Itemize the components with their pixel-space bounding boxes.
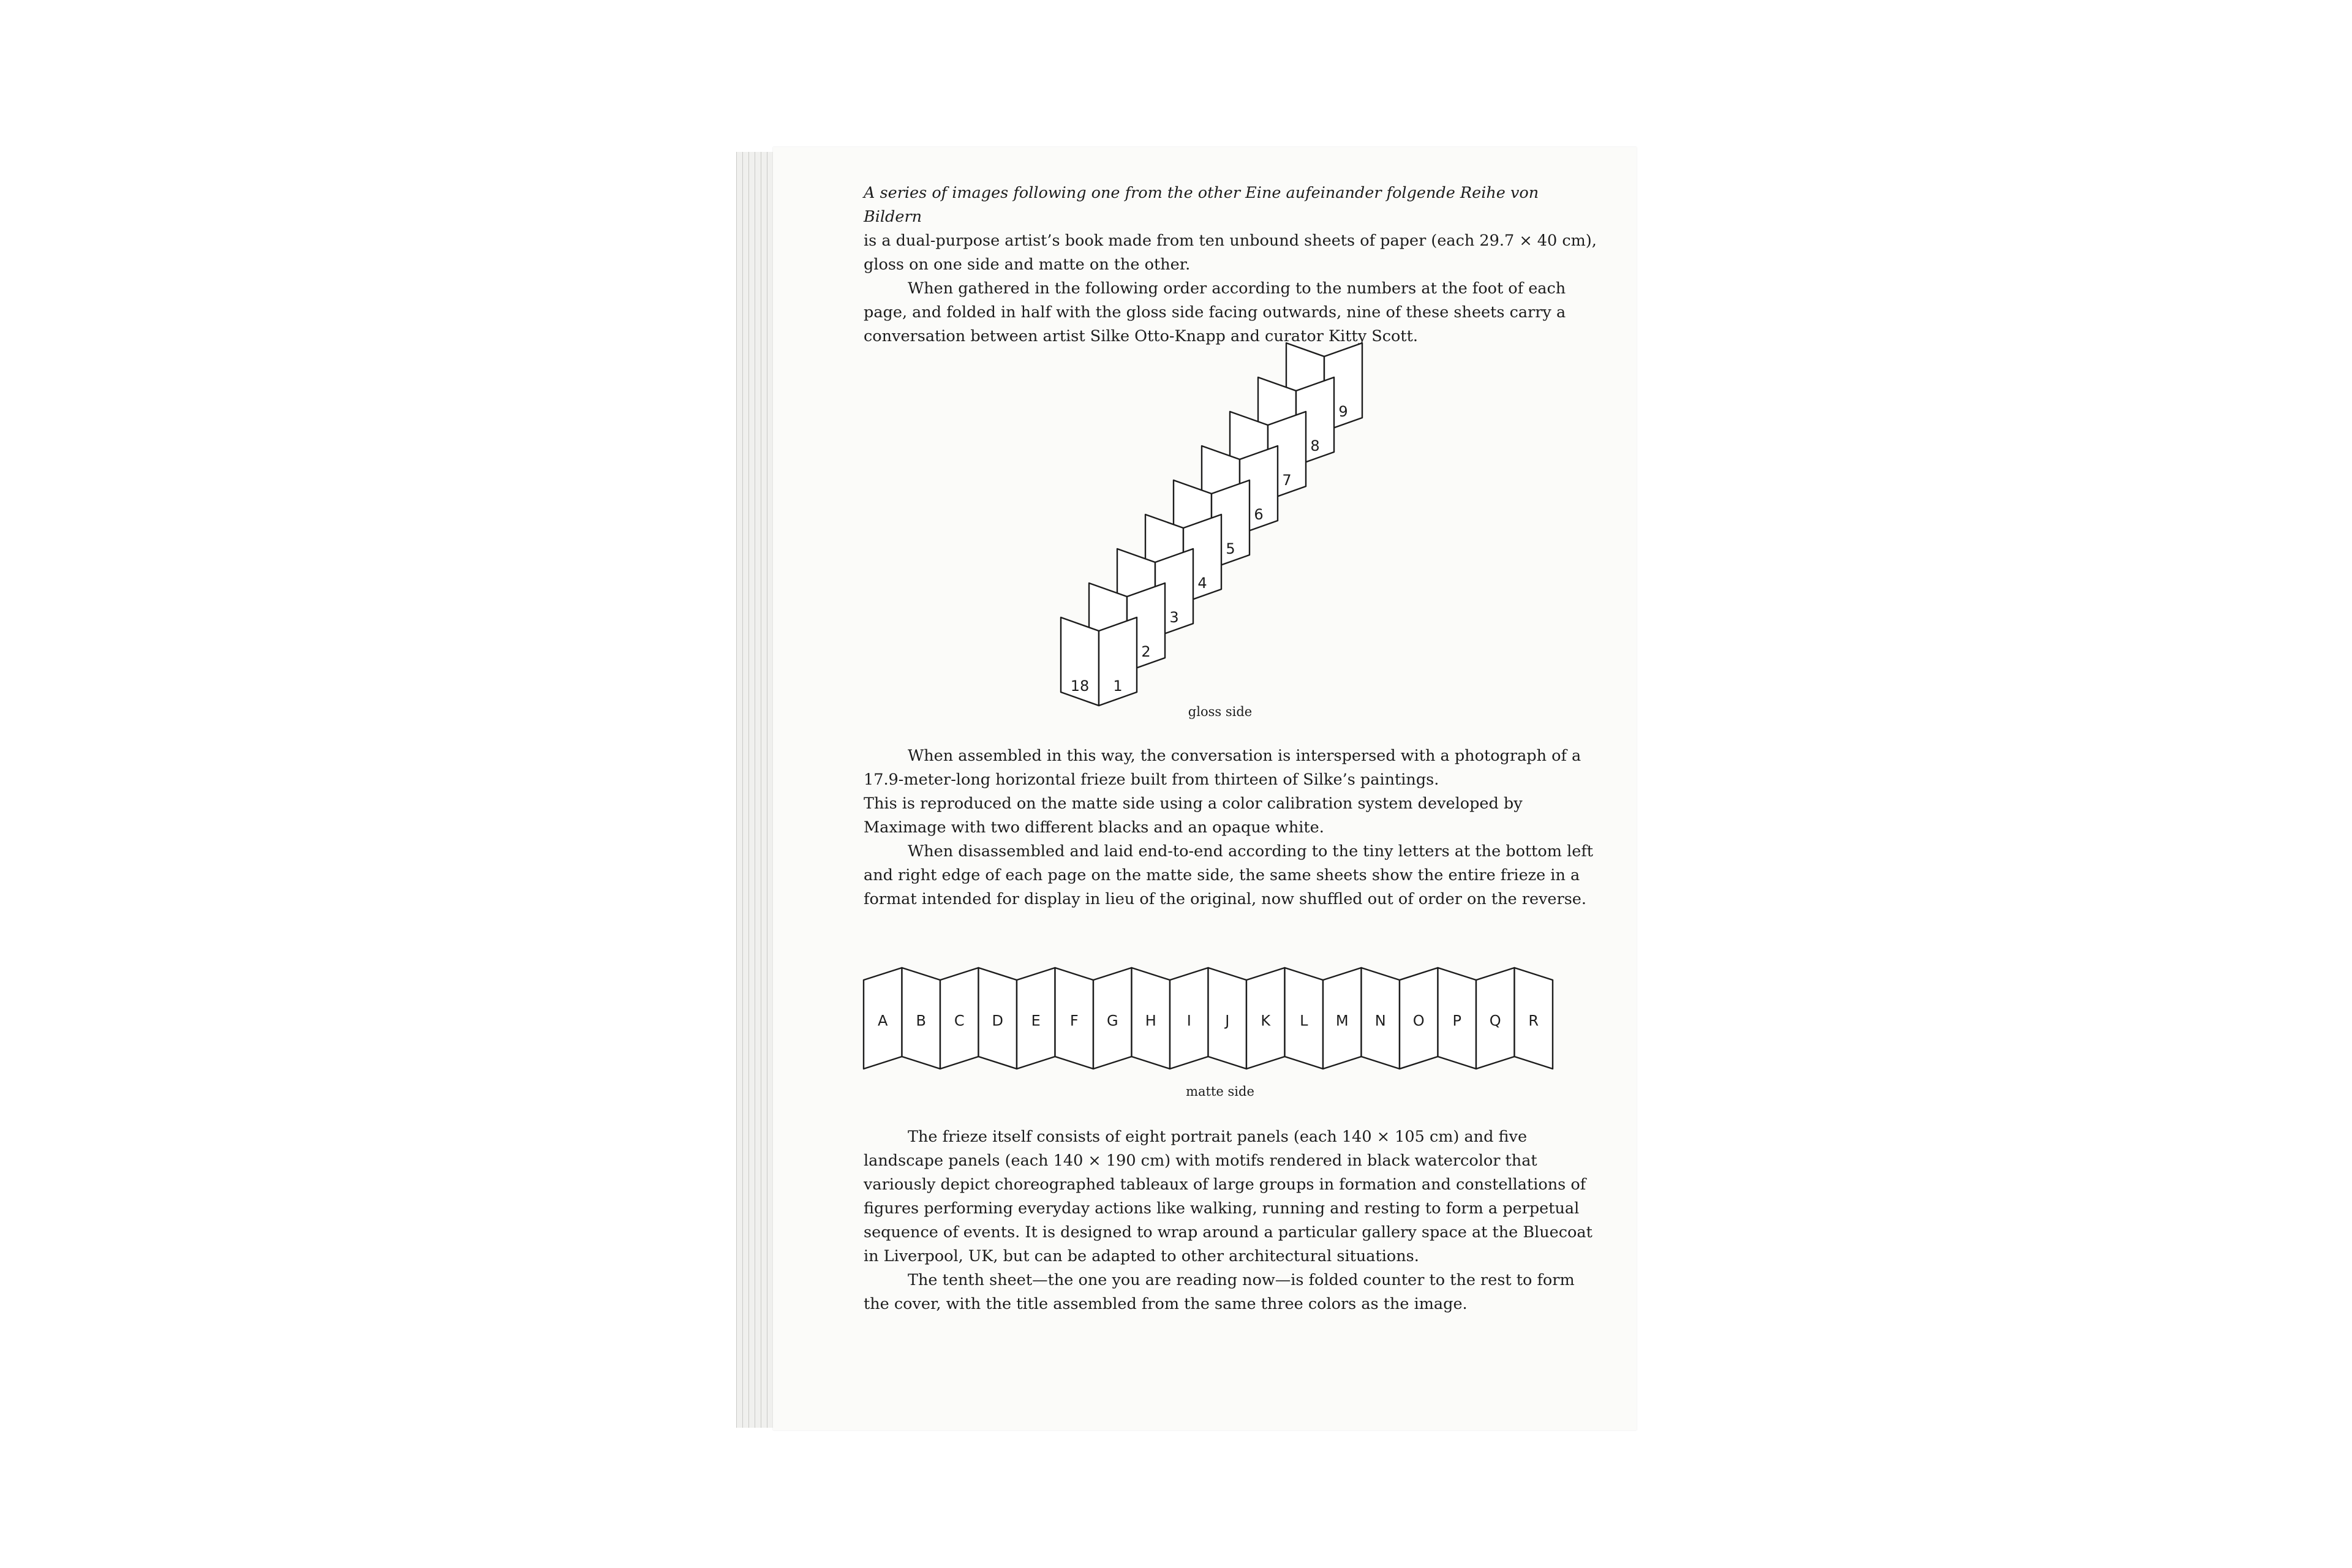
paragraph-disassembled: When disassembled and laid end-to-end according to the tiny letters at the bottom left and right edge of each page on the matte side, the same sheets show the entire frieze in a format intended for display in lieu of the original, now shuffled out of order on the reverse. [864, 842, 1593, 908]
book-title: A series of images following one from the other Eine aufeinander folgende Reihe von Bildern [864, 184, 1539, 226]
frieze-letter: B [916, 1012, 926, 1030]
paragraph-reproduced: This is reproduced on the matte side using a color calibration system developed by Maximage with two different blacks and an opaque white. [864, 794, 1523, 837]
frieze-letter: G [1106, 1012, 1118, 1030]
page-number-label: 7 [1282, 472, 1292, 489]
page-number-label: 18 [1070, 677, 1090, 695]
frieze-letter: D [992, 1012, 1003, 1030]
paragraph-assembled: When assembled in this way, the conversation is interspersed with a photograph of a 17.9-meter-long horizontal frieze built from thirteen of Silke’s paintings. [864, 747, 1581, 789]
page-number-label: 1 [1113, 677, 1123, 695]
page-number-label: 3 [1169, 609, 1179, 626]
frieze-letter: Q [1489, 1012, 1501, 1030]
page-number-label: 5 [1226, 540, 1235, 557]
page-number-label: 8 [1310, 437, 1320, 454]
gloss-side-caption: gloss side [1188, 704, 1253, 719]
frieze-letter: P [1452, 1012, 1461, 1030]
frieze-letter: M [1335, 1012, 1349, 1030]
frieze-letter: A [878, 1012, 888, 1030]
closing-text [864, 1125, 1599, 1316]
frieze-letter: L [1300, 1012, 1308, 1030]
frieze-letter: N [1374, 1012, 1386, 1030]
page-number-label: 6 [1254, 506, 1264, 523]
frieze-letter: O [1412, 1012, 1425, 1030]
frieze-letter: J [1225, 1012, 1230, 1030]
middle-text [864, 744, 1599, 911]
frieze-letter: C [954, 1012, 965, 1030]
frieze-letter: F [1069, 1012, 1079, 1030]
page-number-label: 2 [1141, 643, 1151, 660]
frieze-letter: R [1528, 1012, 1539, 1030]
frieze-letter: E [1031, 1012, 1041, 1030]
paper-sheet [773, 147, 1637, 1430]
intro-description: is a dual-purpose artist’s book made from ten unbound sheets of paper (each 29.7 × 40 cm), gloss on one side and matte on the other. [864, 232, 1597, 274]
paragraph-gathered: When gathered in the following order according to the numbers at the foot of each page, and folded in half with the gloss side facing outwards, nine of these sheets carry a conversation between artist Silke Otto-Knapp and curator Kitty Scott. [864, 279, 1566, 345]
paragraph-frieze: The frieze itself consists of eight portrait panels (each 140 × 105 cm) and five landscape panels (each 140 × 190 cm) with motifs rendered in black watercolor that variously depict choreographed tableaux of large groups in formation and constellations of figures performing everyday actions like walking, running and resting to form a perpetual sequence of events. It is designed to wrap around a particular gallery space at the Bluecoat in Liverpool, UK, but can be adapted to other architectural situations. [864, 1128, 1593, 1265]
matte-side-caption: matte side [1186, 1084, 1254, 1099]
frieze-letter: I [1186, 1012, 1191, 1030]
frieze-letter: H [1145, 1012, 1156, 1030]
paragraph-tenth-sheet: The tenth sheet—the one you are reading now—is folded counter to the rest to form the cover, with the title assembled from the same three colors as the image. [864, 1271, 1575, 1313]
matte-side-diagram [773, 956, 1637, 1078]
page-number-label: 9 [1338, 403, 1348, 420]
frieze-letter: K [1261, 1012, 1271, 1030]
page-number-label: 4 [1197, 575, 1207, 592]
